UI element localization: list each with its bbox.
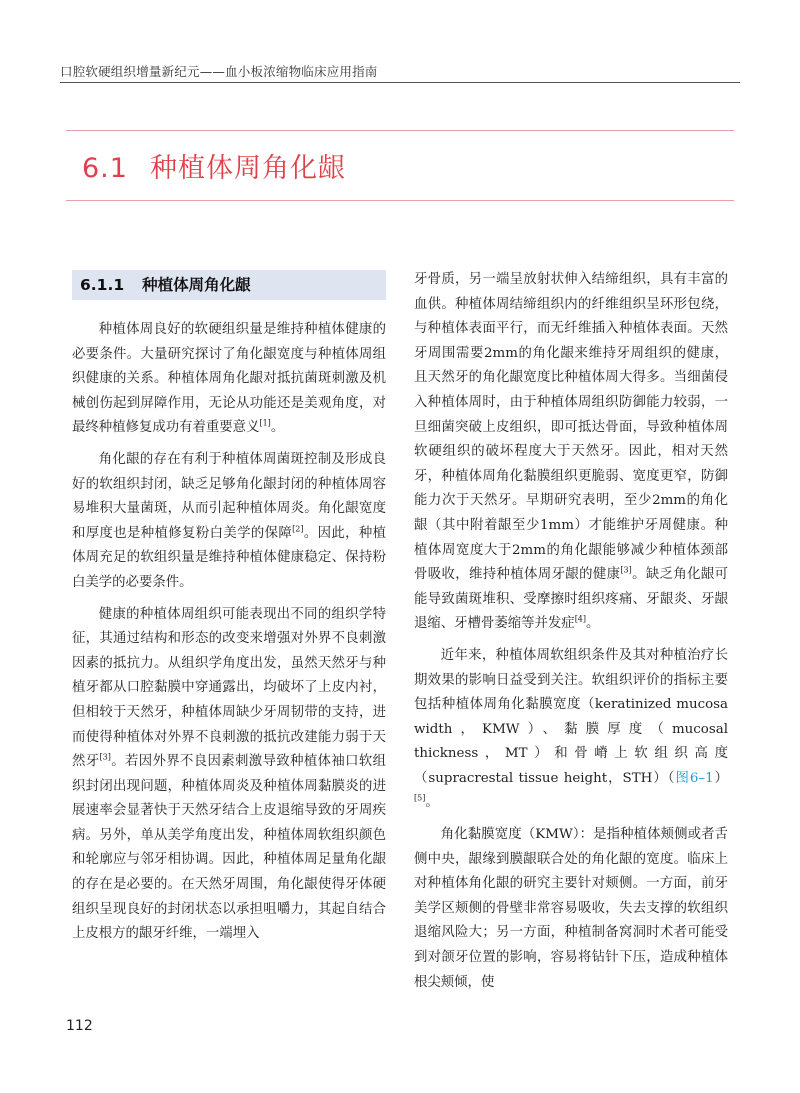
citation: [3] (99, 752, 111, 762)
chapter-title-text: 种植体周角化龈 (149, 153, 346, 184)
citation: [4] (574, 614, 587, 624)
chapter-title (82, 146, 346, 185)
paragraph: 角化黏膜宽度（KMW）：是指种植体颊侧或者舌侧中央，龈缘到膜龈联合处的角化龈的宽度。临床上对种植体角化龈的研究主要针对颊侧。一方面，前牙美学区颊侧的骨壁非常容易吸收，失去支撑的软组织退缩风险大；另一方面，种植制备窝洞时术者可能受到对颌牙位置的影响，容易将钻针下压，造成种植体根尖颊倾，使 (414, 827, 728, 990)
chapter-rule-top (66, 130, 734, 131)
citation: [5] (414, 794, 426, 803)
paragraph: 近年来，种植体周软组织条件及其对种植治疗长期效果的影响日益受到关注。软组织评价的指标主要包括种植体周角化黏膜宽度（keratinized mucosa width，KMW）、黏膜厚度（mucosal thickness，MT）和骨嵴上软组织高度（supracrestal tissue height，STH）（图6–1）[5]。 (414, 647, 728, 811)
chapter-number: 6.1 (82, 153, 128, 184)
left-column (72, 270, 386, 954)
paragraph: 牙骨质，另一端呈放射状伸入结缔组织，具有丰富的血供。种植体周结缔组织内的纤维组织呈环形包绕，与种植体表面平行，而无纤维插入种植体表面。天然牙周围需要2mm的角化龈来维持牙周组织的健康，且天然牙的角化龈宽度比种植体周大得多。当细菌侵入种植体周时，由于种植体周组织防御能力较弱，一旦细菌突破上皮组织，即可抵达骨面，导致种植体周软硬组织的破坏程度大于天然牙。因此，相对天然牙，种植体周角化黏膜组织更脆弱、宽度更窄，防御能力次于天然牙。早期研究表明，至少2mm的角化龈（其中附着龈至少1mm）才能维护牙周健康。种植体周宽度大于2mm的角化龈能够减少种植体颈部骨吸收，维持种植体周牙龈的健康[3]。缺乏角化龈可能导致菌斑堆积、受摩擦时组织疼痛、牙龈炎、牙龈退缩、牙槽骨萎缩等并发症[4]。 (414, 272, 729, 632)
section-title: 种植体周角化龈 (142, 275, 251, 294)
paragraph: 种植体周良好的软硬组织量是维持种植体健康的必要条件。大量研究探讨了角化龈宽度与种植体周组织健康的关系。种植体周角化龈对抵抗菌斑刺激及机械创伤起到屏障作用，无论从功能还是美观角度，对最终种植修复成功有着重要意义[1]。 (72, 322, 386, 436)
citation: [1] (259, 418, 271, 428)
section-number: 6.1.1 (80, 275, 125, 294)
page-number: 112 (66, 1018, 93, 1034)
header-rule (60, 82, 740, 83)
paragraph: 角化龈的存在有利于种植体周菌斑控制及形成良好的软组织封闭，缺乏足够角化龈封闭的种植体周容易堆积大量菌斑，从而引起种植体周炎。角化龈宽度和厚度也是种植修复粉白美学的保障[2]。因此，种植体周充足的软组织量是维持种植体健康稳定、保持粉白美学的必要条件。 (72, 451, 387, 590)
citation: [3] (620, 565, 632, 575)
right-column (414, 268, 728, 1002)
citation: [2] (292, 524, 304, 534)
chapter-rule-bottom (66, 200, 734, 201)
section-heading (72, 270, 386, 300)
paragraph: 健康的种植体周组织可能表现出不同的组织学特征，其通过结构和形态的改变来增强对外界不良刺激因素的抵抗力。从组织学角度出发，虽然天然牙与种植牙都从口腔黏膜中穿通露出，均破坏了上皮内衬，但相较于天然牙，种植体周缺少牙周韧带的支持，进而使得种植体对外界不良刺激的抵抗改建能力弱于天然牙[3]。若因外界不良因素刺激导致种植体袖口软组织封闭出现问题，种植体周炎及种植体周黏膜炎的进展速率会显著快于天然牙结合上皮退缩导致的牙周疾病。另外，单从美学角度出发，种植体周软组织颜色和轮廓应与邻牙相协调。因此，种植体周足量角化龈的存在是必要的。在天然牙周围，角化龈使得牙体硬组织呈现良好的封闭状态以承担咀嚼力，其起自结合上皮根方的龈牙纤维，一端埋入 (72, 606, 386, 942)
figure-link[interactable]: 图6–1 (675, 770, 714, 786)
running-header: 口腔软硬组织增量新纪元——血小板浓缩物临床应用指南 (60, 64, 378, 79)
